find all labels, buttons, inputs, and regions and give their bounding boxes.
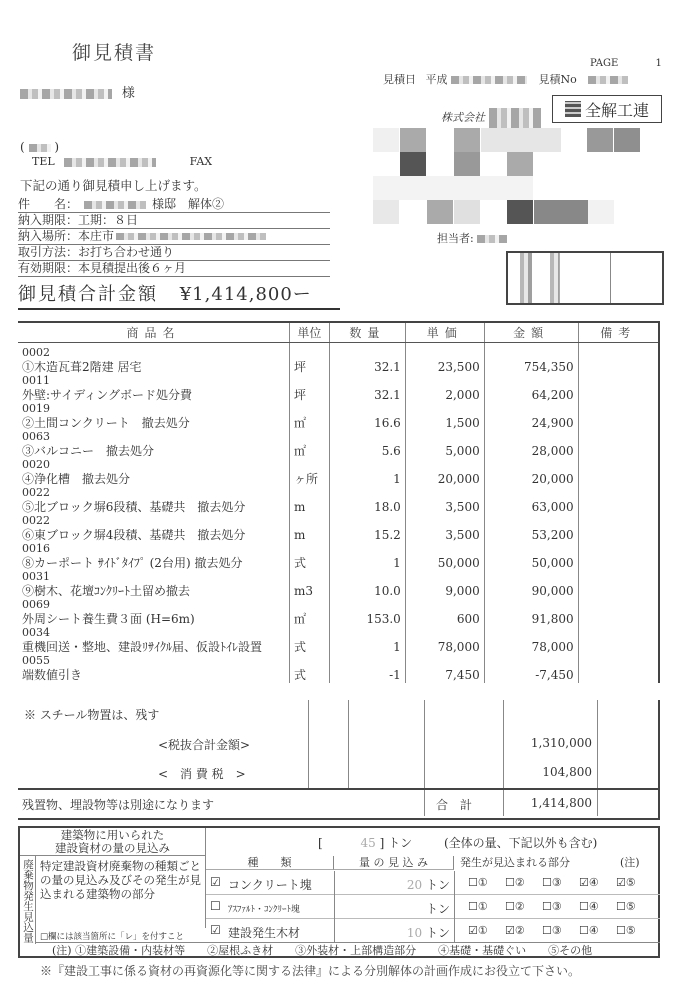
recycling-section — [18, 826, 660, 958]
table-row — [18, 639, 659, 655]
table-row — [18, 443, 659, 459]
item-qty: 15.2 — [329, 527, 405, 543]
info-delivery-deadline: 納入期限：工期：８日 — [18, 212, 330, 229]
table-row-code — [18, 627, 659, 639]
item-qty: 1 — [329, 639, 405, 655]
item-code: 0031 — [22, 570, 50, 583]
tax-label: < 消 費 税 > — [158, 767, 246, 781]
recipient-suffix: 様 — [121, 86, 135, 101]
item-code: 0063 — [22, 430, 50, 443]
tel-label: TEL — [32, 155, 55, 168]
postal-code: ( ) — [20, 140, 60, 154]
item-code: 0002 — [22, 346, 50, 359]
item-qty: 16.6 — [329, 415, 405, 431]
part-checkbox[interactable]: ☑① — [468, 924, 488, 937]
recipient — [20, 82, 135, 101]
type-checkbox[interactable]: ☑ — [210, 923, 221, 937]
item-qty: -1 — [329, 667, 405, 683]
part-checkbox[interactable]: ☐⑤ — [616, 900, 636, 913]
item-remarks — [578, 359, 659, 375]
item-qty: 153.0 — [329, 611, 405, 627]
item-amount: 90,000 — [484, 583, 578, 599]
item-name: 重機回送・整地、建設ﾘｻｲｸﾙ届、仮設ﾄｲﾚ設置 — [22, 640, 263, 654]
item-remarks — [578, 527, 659, 543]
total-label: 御見積合計金額 — [18, 284, 158, 305]
total-waste-value: 45 — [360, 836, 376, 850]
waste-amount: 20 トン — [406, 878, 450, 892]
item-code: 0019 — [22, 402, 50, 415]
total-amount: ¥1,414,800ー — [179, 284, 312, 305]
item-name: ④浄化槽 撤去処分 — [22, 472, 131, 486]
approval-stamp-box — [506, 251, 664, 305]
table-row-code — [18, 571, 659, 583]
table-row-code — [18, 515, 659, 527]
item-qty: 18.0 — [329, 499, 405, 515]
item-name: ③バルコニー 撤去処分 — [22, 444, 155, 458]
item-qty: 32.1 — [329, 387, 405, 403]
table-row-code — [18, 375, 659, 387]
item-remarks — [578, 583, 659, 599]
item-price: 3,500 — [405, 527, 484, 543]
item-remarks — [578, 611, 659, 627]
info-validity: 有効期限：本見積提出後６ヶ月 — [18, 260, 330, 277]
redacted-person — [477, 235, 507, 243]
table-row-code — [18, 487, 659, 499]
item-unit: 式 — [289, 639, 329, 655]
part-checkbox[interactable]: ☐② — [505, 900, 525, 913]
item-price: 20,000 — [405, 471, 484, 487]
table-row — [18, 555, 659, 571]
header-price: 単価 — [405, 322, 484, 343]
item-qty: 10.0 — [329, 583, 405, 599]
info-subject: 件 名： 様邸 解体② — [18, 196, 330, 213]
item-price: 1,500 — [405, 415, 484, 431]
item-name: ⑧カーポート ｻｲﾄﾞﾀｲﾌﾟ (2台用) 撤去処分 — [22, 556, 243, 570]
item-remarks — [578, 667, 659, 683]
total-waste-amount: [ 45 ] トン (全体の量、下記以外も含む) — [318, 836, 598, 850]
info-delivery-place: 納入場所：本庄市 — [18, 228, 330, 245]
waste-row — [206, 871, 660, 895]
table-row-code — [18, 655, 659, 667]
materials-heading: 建築物に用いられた 建設資材の量の見込み — [20, 828, 206, 856]
item-price: 600 — [405, 611, 484, 627]
item-qty: 1 — [329, 471, 405, 487]
item-remarks — [578, 639, 659, 655]
header-remarks: 備考 — [578, 322, 659, 343]
item-remarks — [578, 555, 659, 571]
waste-amount: トン — [425, 902, 450, 916]
item-amount: 20,000 — [484, 471, 578, 487]
excluded-items-note: 残置物、埋設物等は別途になります — [22, 798, 215, 812]
item-price: 3,500 — [405, 499, 484, 515]
item-name: ⑤北ブロック塀6段積、基礎共 撤去処分 — [22, 500, 246, 514]
part-checkbox[interactable]: ☐③ — [542, 924, 562, 937]
redacted-company — [489, 108, 541, 128]
company-name: 株式会社 — [441, 108, 541, 128]
redacted-address — [116, 233, 266, 240]
item-name: 端数値引き — [22, 668, 83, 682]
item-unit: m3 — [289, 583, 329, 599]
association-logo: 全解工連 — [552, 95, 662, 123]
item-name: ①木造瓦葺2階建 居宅 — [22, 360, 142, 374]
waste-type: コンクリート塊 — [228, 878, 312, 892]
item-remarks — [578, 499, 659, 515]
item-unit: ヶ所 — [289, 471, 329, 487]
parts-legend: (注) ①建築設備・内装材等 ②屋根ふき材 ③外装材・上部構造部分 ④基礎・基礎ぐい ⑤その他 — [36, 942, 660, 958]
estimate-total-banner — [18, 282, 340, 310]
item-qty: 5.6 — [329, 443, 405, 459]
document-title: 御見積書 — [72, 42, 157, 64]
item-name: ⑨樹木、花壇ｺﾝｸﾘｰﾄ土留め撤去 — [22, 584, 191, 598]
waste-type: ｱｽﾌｧﾙﾄ・ｺﾝｸﾘｰﾄ塊 — [228, 905, 301, 915]
item-remarks — [578, 387, 659, 403]
item-price: 7,450 — [405, 667, 484, 683]
redacted-recipient-name — [20, 89, 112, 99]
item-unit: m — [289, 527, 329, 543]
waste-description: 特定建設資材廃棄物の種類ごとの量の見込み及びその発生が見込まれる建築物の部分 — [36, 856, 206, 928]
redacted-postal — [29, 144, 51, 152]
stamp-cell-1 — [508, 253, 560, 303]
item-price: 5,000 — [405, 443, 484, 459]
header-qty: 数量 — [329, 322, 405, 343]
item-remarks — [578, 415, 659, 431]
part-checkbox[interactable]: ☑⑤ — [616, 876, 636, 889]
redacted-tel — [64, 158, 156, 167]
table-row — [18, 527, 659, 543]
part-checkbox[interactable]: ☐⑤ — [616, 924, 636, 937]
part-checkbox[interactable]: ☑② — [505, 924, 525, 937]
item-price: 9,000 — [405, 583, 484, 599]
col-note: (注) — [620, 856, 640, 869]
table-row — [18, 499, 659, 515]
item-qty: 32.1 — [329, 359, 405, 375]
waste-amount: 10 トン — [406, 926, 450, 940]
table-summary — [18, 700, 660, 790]
item-amount: 91,800 — [484, 611, 578, 627]
table-row-code — [18, 431, 659, 443]
page-number: 1 — [655, 58, 662, 69]
item-amount: 24,900 — [484, 415, 578, 431]
item-unit: ㎡ — [289, 415, 329, 431]
item-remarks — [578, 471, 659, 487]
table-row-code — [18, 347, 659, 359]
grand-total-row — [18, 788, 660, 820]
person-in-charge: 担当者: — [437, 230, 507, 246]
item-code: 0022 — [22, 514, 50, 527]
stamp-cell-3 — [611, 253, 662, 303]
item-amount: 50,000 — [484, 555, 578, 571]
part-checkbox[interactable]: ☐① — [468, 900, 488, 913]
table-row-code — [18, 543, 659, 555]
waste-row — [206, 895, 660, 919]
part-checkbox[interactable]: ☐① — [468, 876, 488, 889]
item-amount: 28,000 — [484, 443, 578, 459]
item-name: 外壁:サイディングボード処分費 — [22, 388, 193, 402]
table-row — [18, 611, 659, 627]
item-price: 2,000 — [405, 387, 484, 403]
col-parts: 発生が見込まれる部分 — [460, 856, 570, 869]
header-amount: 金額 — [484, 322, 578, 343]
item-unit: 坪 — [289, 387, 329, 403]
steel-shed-note: ※ スチール物置は、残す — [24, 708, 160, 722]
part-checkbox[interactable]: ☑④ — [579, 876, 599, 889]
table-row — [18, 471, 659, 487]
item-unit: ㎡ — [289, 611, 329, 627]
table-row-code — [18, 599, 659, 611]
table-row-code — [18, 459, 659, 471]
item-unit: m — [289, 499, 329, 515]
item-amount: -7,450 — [484, 667, 578, 683]
type-checkbox[interactable]: ☐ — [210, 899, 221, 913]
item-code: 0020 — [22, 458, 50, 471]
col-amount: 量 の 見 込 み — [334, 856, 454, 870]
item-name: 外周シート養生費３面 (H=6m) — [22, 612, 195, 626]
item-code: 0034 — [22, 626, 50, 639]
part-checkbox[interactable]: ☐② — [505, 876, 525, 889]
redacted-subject — [84, 201, 146, 209]
table-row — [18, 387, 659, 403]
waste-type: 建設発生木材 — [228, 926, 301, 940]
grand-total-value: 1,414,800 — [530, 796, 592, 810]
item-amount: 754,350 — [484, 359, 578, 375]
header-product: 商品名 — [18, 322, 289, 343]
table-row — [18, 667, 659, 683]
col-type: 種 類 — [206, 856, 334, 870]
redacted-estimate-no — [588, 76, 628, 84]
item-unit: 式 — [289, 667, 329, 683]
item-code: 0016 — [22, 542, 50, 555]
table-row — [18, 359, 659, 375]
table-header-row — [18, 322, 659, 343]
table-row-code — [18, 403, 659, 415]
stamp-cell-2 — [560, 253, 612, 303]
item-amount: 64,200 — [484, 387, 578, 403]
recycling-law-note: ※『建設工事に係る資材の再資源化等に関する法律』による分別解体の計画作成にお役立て下さい。 — [40, 964, 581, 978]
item-qty: 1 — [329, 555, 405, 571]
part-checkbox[interactable]: ☐③ — [542, 876, 562, 889]
item-price: 50,000 — [405, 555, 484, 571]
page-indicator: PAGE 1 — [590, 58, 662, 69]
item-remarks — [578, 443, 659, 459]
item-price: 23,500 — [405, 359, 484, 375]
info-payment-method: 取引方法：お打ち合わせ通り — [18, 244, 330, 261]
table-row — [18, 583, 659, 599]
item-code: 0011 — [22, 374, 50, 387]
type-checkbox[interactable]: ☑ — [210, 875, 221, 889]
item-code: 0022 — [22, 486, 50, 499]
tel-row — [32, 155, 212, 168]
item-unit: ㎡ — [289, 443, 329, 459]
subtotal-value: 1,310,000 — [530, 736, 592, 750]
logo-mark-icon — [565, 101, 581, 117]
item-code: 0055 — [22, 654, 50, 667]
grand-total-label: 合 計 — [436, 798, 473, 812]
item-code: 0069 — [22, 598, 50, 611]
part-checkbox[interactable]: ☐④ — [579, 924, 599, 937]
item-name: ⑥東ブロック塀4段積、基礎共 撤去処分 — [22, 528, 246, 542]
tax-value: 104,800 — [542, 765, 592, 779]
estimate-date-label: 見積日 — [383, 73, 416, 86]
estimate-no-label: 見積No — [538, 73, 577, 86]
part-checkbox[interactable]: ☐③ — [542, 900, 562, 913]
subtotal-label: <税抜合計金額> — [158, 738, 251, 752]
table-row — [18, 415, 659, 431]
header-unit: 単位 — [289, 322, 329, 343]
redacted-date — [451, 76, 527, 84]
item-name: ②土間コンクリート 撤去処分 — [22, 416, 190, 430]
waste-row — [206, 919, 660, 943]
waste-side-label: 廃棄物発生見込量 — [20, 856, 36, 944]
item-amount: 63,000 — [484, 499, 578, 515]
item-price: 78,000 — [405, 639, 484, 655]
fax-label: FAX — [189, 155, 213, 168]
part-checkbox[interactable]: ☐④ — [579, 900, 599, 913]
item-amount: 78,000 — [484, 639, 578, 655]
intro-text: 下記の通り御見積申し上げます。 — [20, 178, 207, 193]
check-instruction: □欄には該当箇所に「レ」を付すこと — [40, 932, 185, 942]
items-table — [18, 321, 660, 683]
item-unit: 式 — [289, 555, 329, 571]
item-unit: 坪 — [289, 359, 329, 375]
estimate-meta: 見積日 平成 見積No — [383, 71, 628, 87]
item-amount: 53,200 — [484, 527, 578, 543]
